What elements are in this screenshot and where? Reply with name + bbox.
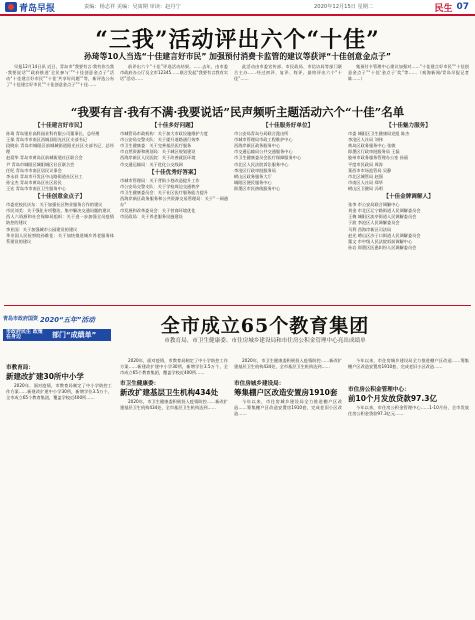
article1-col-3 [234,64,342,100]
list-item: 段晓东 青岛市城阳区前城城街道阳光社区支部书记、总经理 [6,143,114,155]
list-item: 市公安局交警支队：关于提升道路通行效率 [120,137,200,143]
feature-headline: 全市成立65个教育集团 [160,315,370,337]
list-item: 西海岸新区政务服务中心 [234,143,281,149]
list-item: 崂山区卫健局 冯明 [348,185,383,191]
list-section-title: 【十佳创意金点子】 [34,194,86,201]
list-item: 市城市管理局：关于背街小巷改造提升工作 [120,177,200,183]
feature-text-4: 今年以来，市住房公积金管理中心……1-10月份，全市发放住房公积金贷款97.3亿元…… [348,405,469,417]
list-item: 孙宝杰 青岛市黄岛区社区居民 [6,179,62,185]
list-item: 刘金 市北区辽宁路街道人民调解委员会 [348,208,421,214]
list-item: 市自然资源和规划局：关于城区规划建设 [120,149,196,155]
list-item: 市民刘美：关于强化专项整治，集中解决交通问题的建议 [6,208,111,214]
list-item: 莱西市市场监管局 吴静 [348,167,392,173]
list-item: 胶州市政务服务管理办公室 孙丽 [348,155,408,161]
list-item: 孙岩 即墨区医患纠纷人民调解委员会 [348,244,417,250]
banner-year-text: 2020“五年”活动 [40,316,95,324]
list-item: 市卫生健康委员会医疗保障服务中心 [234,155,302,161]
feature-text-3: 今年以来，市住房城乡建设局全力推进棚户区改造……筹集棚户区改造安置房1910套，完成老旧小区改造…… [234,399,342,417]
list-item: 崂山区政务服务大厅 [234,173,272,179]
article1-col-3-text: 此活动由市委宣传部、市民政局、市信访局等部门联合主办……经过初评、复评、终评，最终评出六个“十佳”…… [234,64,342,82]
list-item: 市北区城管局 赵强 [348,173,383,179]
feature-text-1: 2020年，面对疫情，市教育局制定了中小学防控工作方案……新建改扩建中小学30所，新增学位3.5万个，全市成立65个教育集团，覆盖学校近400所…… [6,383,112,401]
list-section-title: 【十佳多好问题】 [151,123,197,129]
feature-text-1-cont-box [120,358,228,378]
feature-text-2: 2020年，市卫生健康委积极投入疫情防控……新改扩建基层卫生机构434处，全市基层卫生机构达到…… [120,399,228,411]
feature-unit-2: 市卫生健康委： [120,381,160,387]
winners-column [120,121,228,302]
feature-unit-3: 市住房城乡建设局： [234,381,285,387]
list-item: 市委党校民庆东：关于加强社区物业服务合作的建议 [6,202,103,208]
list-item: 李沧区行政审批服务局 [234,167,276,173]
list-item: 西海岸新区人民医院：关于改善就医环境 [120,155,196,161]
feature-text-3-box [234,399,342,613]
list-item: 市发展和改革委员会：关于营商环境优化 [120,208,196,214]
feature-subhead: 市教育局、市卫生健康委、市住房城乡建设局和市住房公积金管理中心亮出成绩单 [164,338,366,344]
list-item: 王宏 青岛市市南区卫生服务中心 [6,185,66,191]
list-item: 城阳区便民服务中心 [234,179,272,185]
list-item: 尹 青岛市城阳区城阳城区社区联合会 [6,161,75,167]
feature-title-4: 前10个月发放贷款97.3亿 [348,394,437,403]
list-item: 平度市民政局 周涛 [348,161,383,167]
feature-text-1-box [6,383,112,613]
list-item: 市城管局市政机构：关于加大市政设施维护力度 [120,131,208,137]
article2-headline: “我要有言·我有不满·我要说话”民声频听主题活动六个“十佳”名单 [70,105,405,119]
list-item: 西人六资源和社会保障局组织：关于进一步加强全员疫情防控的建议 [6,214,114,226]
feature-text-2-cont: 2020年，市卫生健康委积极投入疫情防控……新改扩建基层卫生机构434处，全市基层卫生机构达到…… [234,358,342,370]
feature-text-3-cont-box [348,358,469,380]
winners-column [348,121,469,302]
feature-unit-1: 市教育局： [6,365,34,371]
logo-text: 青岛早报 [19,3,56,14]
list-item: 市城市管理局市政工程维护中心 [234,137,293,143]
section-label [405,0,469,14]
list-item: 市交通运输局公共交通服务中心 [234,149,293,155]
feature-text-2-cont-box [234,358,342,370]
feature-text-4-box [348,405,469,613]
list-item: 赵光 崂山区沙子口街道人民调解委员会 [348,232,421,238]
section-name: 民生 [434,3,453,14]
feature-text-1-cont: 2020年，面对疫情，市教育局制定了中小学防控工作方案……新建改扩建中小学30所，新增学位3.5万个，全市成立65个教育集团，覆盖学校近400所…… [120,358,228,376]
list-item: 西海岸新区政务服务和公共资源交易管理局：关于“一网通办” [120,196,228,208]
editor-credits: 责编：杨志祥 美编：吴寓期 审读：赵丹宁 [84,4,181,10]
banner-top-text: 青岛市政府国资 [3,316,39,322]
logo-mark-icon [5,2,17,12]
list-item: 张李 市公安局联合调解中心 [348,202,400,208]
section-divider [4,305,471,306]
list-item: 市北区人民法院诉讼服务中心 [234,161,289,167]
list-item: 董文 市中级人民法院诉前调解中心 [348,238,413,244]
feature-title-3: 筹集棚户区改造安置房1910套 [234,388,338,397]
list-item: 市卫生健康委员会：关于社区医疗服务能力提升 [120,189,208,195]
list-item: 市交通运输局：关于优化公交线网 [120,161,183,167]
article1-col-4-text: 集预付卡管理中心建议加强对……“十佳建言好市民”“十佳创意金点子”“十佳‘金点子’奖”等……（观海新闻/青岛早报记者 陈……） [348,64,469,82]
issue-date: 2020年12月15日 星期二 [314,4,374,10]
list-item: 华业国人民检察院孙维佳：关于加快推进城乡养老服务体系建设的建议 [6,232,114,244]
list-section-title: 【十佳金牌调解人】 [383,194,434,201]
list-item: 即墨区行政审批服务局 王磊 [348,149,400,155]
list-item: 市南区人社局 郑华 [348,179,383,185]
list-item: 市民政局：关于养老服务设施建设 [120,214,183,220]
banner-tag-left: 市政府民生 政策在身边 [6,328,43,340]
list-item: 市公安局青岛分局联合派出所 [234,131,289,137]
list-item: 市卫生健康委：关于完善基层医疗服务 [120,143,192,149]
article1-col-1 [6,64,114,100]
list-section-title: 【十佳优秀好答案】 [148,169,200,176]
article1-col-4 [348,64,469,100]
article1-col-2 [120,64,228,100]
newspaper-logo [5,1,71,13]
list-item: 孙琦 青岛银业高科园业科有限公司董事长、总经理 [6,131,100,137]
feature-text-3-cont: 今年以来，市住房城乡建设局全力推进棚户区改造……筹集棚户区改造安置房1910套，完成老旧小区改造…… [348,358,469,370]
article1-col-2-text: 前评出六个“十佳”评选活动结果。……去年，由市委市政府办公厅及全市12345……联合发起“我要有言我有实话”活动…… [120,64,228,82]
feature-title-1: 新建改扩建30所中小学 [6,372,84,381]
list-item: 任纪 青岛市市南区居民议事会 [6,167,62,173]
list-item: 市公安局交警支队：关于学校周边交通秩序 [120,183,200,189]
list-item: 于波 李沧区人民调解委员会 [348,220,400,226]
list-section-title: 【十佳服务好单位】 [262,123,314,129]
winners-column [234,121,342,302]
feature-unit-4: 市住房公积金管理中心： [348,387,410,393]
page-header [0,0,475,16]
page-number: 07 [456,2,469,12]
winners-column [6,121,114,302]
list-item: 市委 城阳区卫生健康局党组 陈杰 [348,131,410,137]
list-item: 王梅 城阳区流亭街道人民调解委员会 [348,214,417,220]
feature-text-2-box [120,399,228,613]
feature-title-2: 新改扩建基层卫生机构434处 [120,388,219,397]
list-section-title: 【十佳魅力服务】 [386,123,431,129]
article1-headline: “三我”活动评出六个“十佳” [95,27,380,53]
list-item: 李永祥 青岛市开发区中山路街道社区社工 [6,173,83,179]
list-item: 马利 西海岸新区司法局 [348,226,392,232]
list-item: 赵爱华 青岛市黄岛区前城街道社区联合会 [6,155,83,161]
banner-tag-right: 部门“成绩单” [52,331,97,339]
list-item: 即墨区市民热线服务中心 [234,185,281,191]
list-item: 李沧区人社局 刘伟 [348,137,383,143]
list-item: 李业国：关于加强城市公园建设的建议 [6,226,78,232]
list-item: 黄岛区政务服务中心 张敏 [348,143,396,149]
list-section-title: 【十佳建言好市民】 [34,123,86,129]
article1-subhead: 孙琦等10人当选“十佳建言好市民” 加强预付消费卡监管的建议等获评“十佳创意金点子” [84,52,391,61]
article1-col-1-text: 早报12月14日讯 近日，青岛市“我要有言·我有你当我·我要说话”“政府推进‘全民参与’”“十佳创意金点子”活动“十佳建言好市民”“十佳‘共享好问题’”等，新评选公布了“十佳建言好市民”“十佳创意金点子”“十佳…… [6,64,114,88]
list-item: 王保 青岛市市南区西城县阳光社区支部书记 [6,137,87,143]
